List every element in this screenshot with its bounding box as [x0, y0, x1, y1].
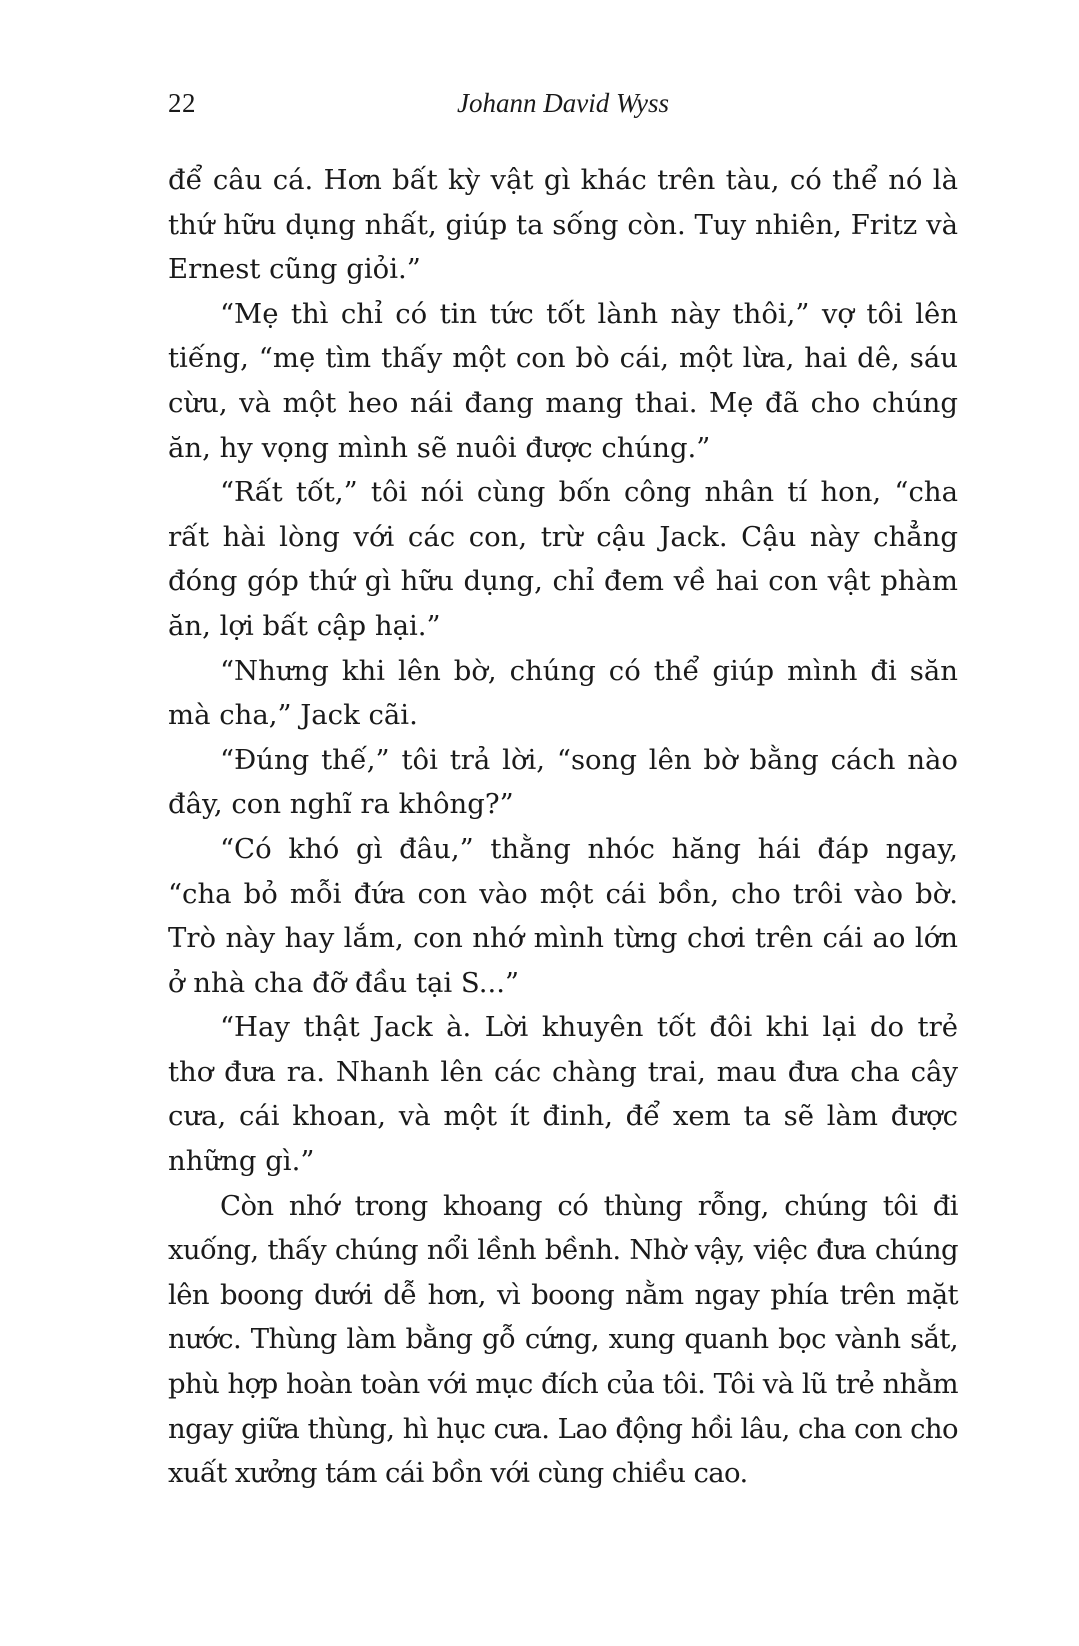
- paragraph-continued: để câu cá. Hơn bất kỳ vật gì khác trên tàu, có thể nó là thứ hữu dụng nhất, giúp ta sống còn. Tuy nhiên, Fritz và Ernest cũng giỏi.”: [168, 164, 958, 286]
- paragraph: Còn nhớ trong khoang có thùng rỗng, chúng tôi đi xuống, thấy chúng nổi lềnh bềnh. Nhờ vậy, việc đưa chúng lên boong dưới dễ hơn, vì boong nằm ngay phía trên mặt nước. Thùng làm bằng gỗ cứng, xung quanh bọc vành sắt, phù hợp hoàn toàn với mục đích của tôi. Tôi và lũ trẻ nhằm ngay giữa thùng, hì hục cưa. Lao động hồi lâu, cha con cho xuất xưởng tám cái bồn với cùng chiều cao.: [168, 1189, 958, 1490]
- paragraph: “Có khó gì đâu,” thằng nhóc hăng hái đáp ngay, “cha bỏ mỗi đứa con vào một cái bồn, cho trôi vào bờ. Trò này hay lắm, con nhớ mình từng chơi trên cái ao lớn ở nhà cha đỡ đầu tại S...”: [168, 832, 958, 999]
- paragraph: “Hay thật Jack à. Lời khuyên tốt đôi khi lại do trẻ thơ đưa ra. Nhanh lên các chàng trai, mau đưa cha cây cưa, cái khoan, và một ít đinh, để xem ta sẽ làm được những gì.”: [168, 1011, 958, 1178]
- body-text: [168, 158, 958, 1496]
- paragraph: “Nhưng khi lên bờ, chúng có thể giúp mình đi săn mà cha,” Jack cãi.: [168, 654, 958, 732]
- paragraph: “Mẹ thì chỉ có tin tức tốt lành này thôi,” vợ tôi lên tiếng, “mẹ tìm thấy một con bò cái, một lừa, hai dê, sáu cừu, và một heo nái đang mang thai. Mẹ đã cho chúng ăn, hy vọng mình sẽ nuôi được chúng.”: [168, 297, 958, 464]
- paragraph: “Rất tốt,” tôi nói cùng bốn công nhân tí hon, “cha rất hài lòng với các con, trừ cậu Jack. Cậu này chẳng đóng góp thứ gì hữu dụng, chỉ đem về hai con vật phàm ăn, lợi bất cập hại.”: [168, 476, 958, 642]
- page-number: 22: [168, 88, 196, 118]
- paragraph: “Đúng thế,” tôi trả lời, “song lên bờ bằng cách nào đây, con nghĩ ra không?”: [168, 743, 958, 821]
- running-head-author: Johann David Wyss: [457, 88, 669, 118]
- running-head: [168, 88, 958, 128]
